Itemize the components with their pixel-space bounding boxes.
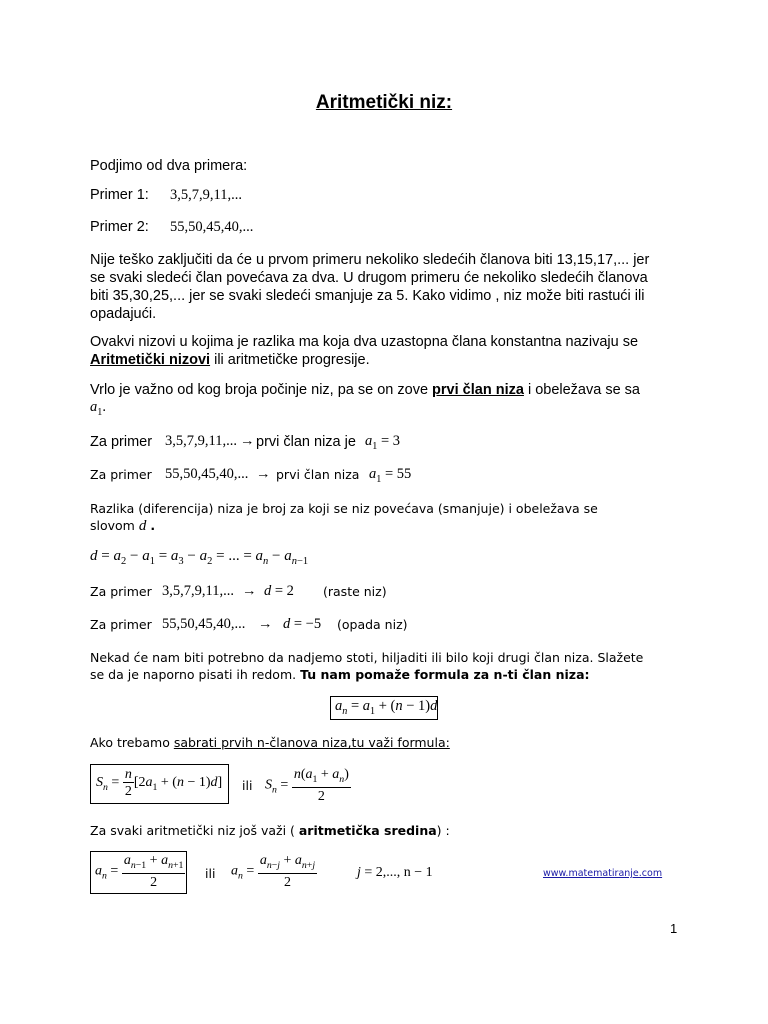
sum-formula-2: $S_n$ = $\frac{n(a_1 + a_n)}{2}$	[265, 767, 349, 804]
ex1-label: Za primer	[90, 434, 153, 450]
ex2-text: prvi član niza	[276, 467, 360, 482]
ex2-equation: $a_1 = 55$	[369, 466, 412, 485]
nekad-line2: se da je naporno pisati ih redom. Tu nam pomaže formula za n-ti član niza:	[90, 667, 590, 682]
nekad-bold: Tu nam pomaže formula za n-ti član niza:	[300, 667, 590, 682]
para3-line1	[90, 381, 640, 399]
dex1-equation: d = 2	[264, 583, 294, 599]
sredina-bold: aritmetička sredina	[298, 823, 437, 838]
sum-formula-1: $S_n$ = $\frac{n}{2}$ $[2a_1 + (n - 1)d]$	[96, 767, 223, 799]
para2-line2	[90, 351, 370, 369]
dex2-sequence: 55,50,45,40,...	[162, 616, 246, 632]
ex2-sequence: 55,50,45,40,...	[165, 466, 249, 482]
sum-intro: Ako trebamo sabrati prvih n-članova niza,tu važi formula:	[90, 735, 450, 750]
primer2-sequence: 55,50,45,40,...	[170, 219, 254, 235]
dex1-note: (raste niz)	[323, 584, 387, 599]
para1-line1: Nije teško zaključiti da će u prvom primeru nekoliko sledećih članova biti 13,15,17,... jer	[90, 252, 650, 268]
page-title: Aritmetički niz:	[315, 92, 453, 113]
dex1-label: Za primer	[90, 584, 152, 599]
ex1-text: prvi član niza je	[256, 434, 356, 450]
dex2-arrow: →	[258, 616, 273, 632]
ex1-arrow: →	[240, 433, 255, 449]
intro-text: Podjimo od dva primera:	[90, 158, 248, 174]
sum-intro-underlined: sabrati prvih n-članova niza,tu važi formula:	[173, 735, 450, 750]
primer1-label: Primer 1:	[90, 187, 149, 203]
page-number: 1	[670, 921, 678, 936]
j-range: j = 2,..., n − 1	[357, 865, 433, 880]
dex1-sequence: 3,5,7,9,11,...	[162, 583, 234, 599]
nekad-line1: Nekad će nam biti potrebno da nadjemo stoti, hiljaditi ili bilo koji drugi član niza. Slažete	[90, 650, 644, 665]
razlika-line2: slovom d .	[90, 518, 156, 534]
a1-symbol: $a_1$.	[90, 399, 106, 418]
para3-before: Vrlo je važno od kog broja počinje niz, pa se on zove	[90, 382, 433, 398]
sum-ili: ili	[242, 778, 253, 793]
para1-line4: opadajući.	[90, 306, 157, 322]
dex2-label: Za primer	[90, 617, 152, 632]
para3-bold-term: prvi član niza	[432, 382, 524, 398]
dex2-equation: d = −5	[283, 616, 322, 632]
mean-ili: ili	[205, 866, 216, 881]
para2-bold-term: Aritmetički nizovi	[90, 352, 211, 368]
para2-rest: ili aritmetičke progresije.	[210, 352, 370, 368]
website-link[interactable]: www.matematiranje.com	[543, 868, 663, 879]
nth-term-formula: $a_n = a_1 + (n - 1)d$	[335, 698, 438, 717]
razlika-line1: Razlika (diferencija) niza je broj za koji se niz povećava (smanjuje) i obeležava se	[90, 501, 598, 516]
ex2-label: Za primer	[90, 467, 152, 482]
ex2-arrow: →	[256, 466, 271, 482]
mean-formula-2: $a_n$ = $\frac{a_{n-j} + a_{n+j}}{2}$	[231, 853, 316, 890]
ex1-sequence: 3,5,7,9,11,...	[165, 433, 237, 449]
dex2-note: (opada niz)	[337, 617, 408, 632]
difference-formula: $d = a_2 - a_1 = a_3 - a_2$ = ... = $a_n - a_{n-1}$	[90, 548, 309, 567]
primer2-label: Primer 2:	[90, 219, 149, 235]
para3-after: i obeležava se sa	[523, 382, 640, 398]
primer1-sequence: 3,5,7,9,11,...	[170, 187, 242, 203]
sredina-intro: Za svaki aritmetički niz još važi ( aritmetička sredina) :	[90, 823, 450, 838]
para1-line2: se svaki sledeći član povećava za dva. U drugom primeru će nekoliko sledećih članova	[90, 270, 648, 286]
dex1-arrow: →	[242, 583, 257, 599]
ex1-equation: $a_1 = 3$	[365, 433, 400, 452]
para2-line1: Ovakvi nizovi u kojima je razlika ma koja dva uzastopna člana konstantna nazivaju se	[90, 334, 639, 350]
para1-line3: biti 35,30,25,... jer se svaki sledeći smanjuje za 5. Kako vidimo , niz može biti rastući ili	[90, 288, 645, 304]
mean-formula-1: $a_n$ = $\frac{a_{n-1} + a_{n+1}}{2}$	[95, 853, 184, 890]
